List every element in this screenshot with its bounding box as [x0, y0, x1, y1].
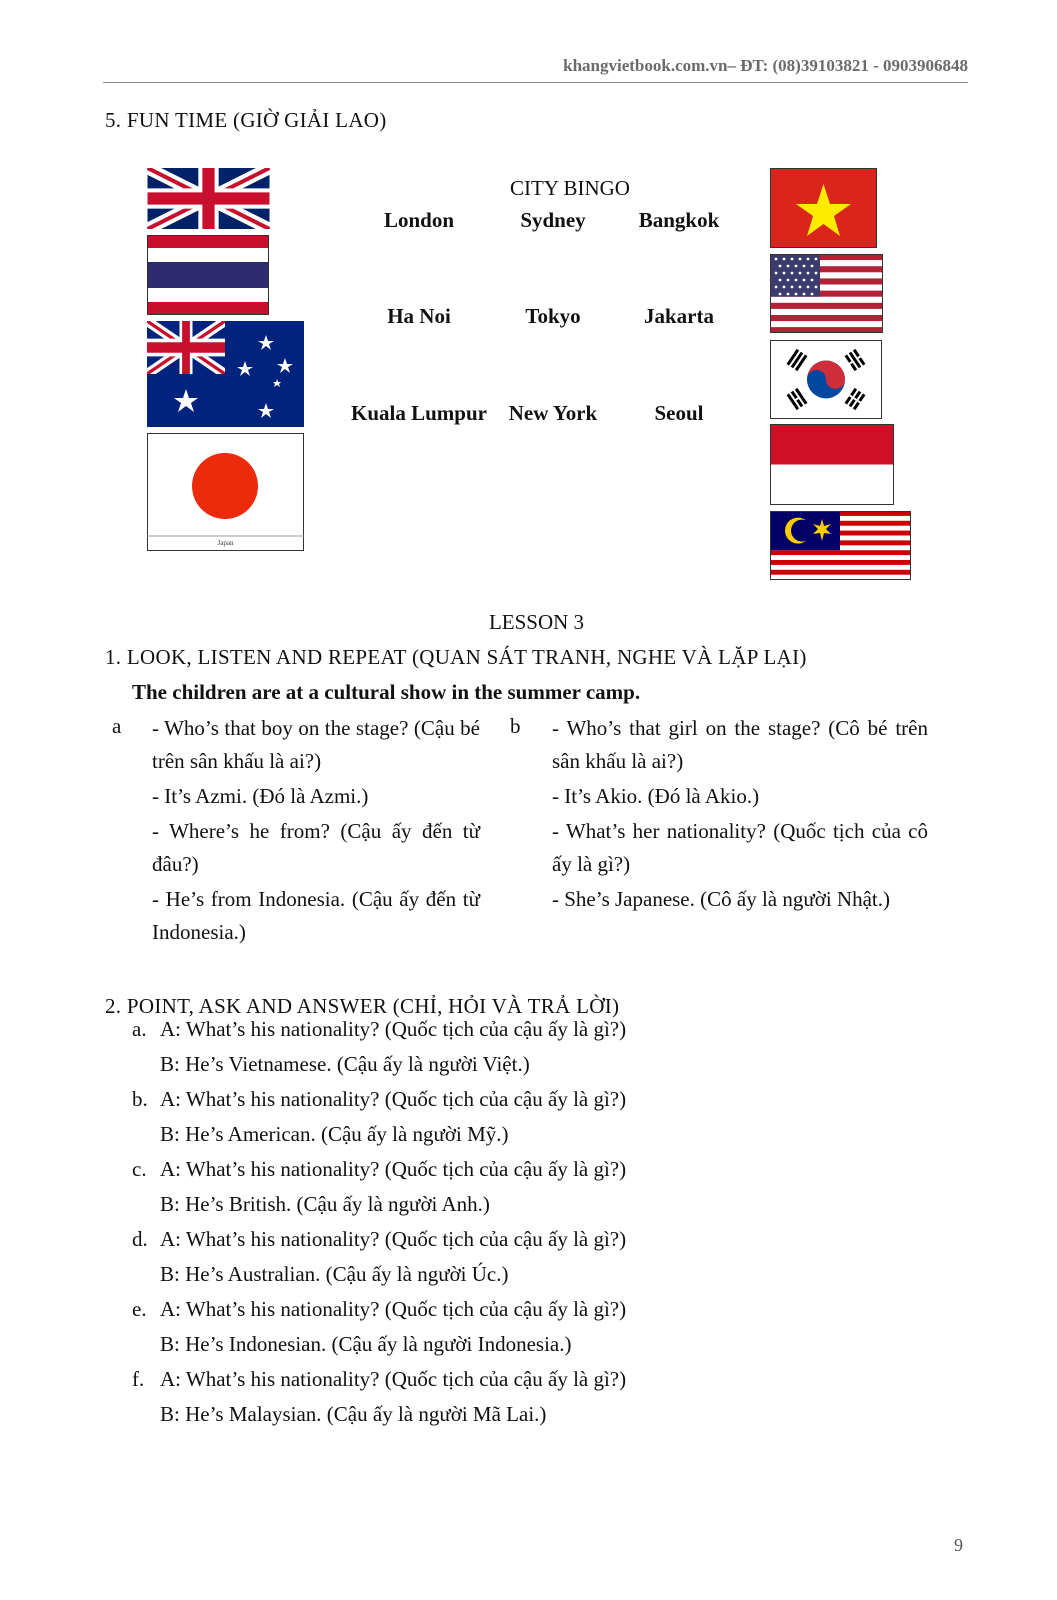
- qa-answer: B: He’s Malaysian. (Cậu ấy là người Mã Lai.): [160, 1402, 547, 1426]
- qa-letter: a.: [132, 1017, 147, 1041]
- qa-answer: B: He’s American. (Cậu ấy là người Mỹ.): [160, 1122, 509, 1146]
- thailand-flag: [147, 235, 269, 315]
- japan-caption: Japan: [217, 539, 234, 547]
- dialogue-a-label: a: [112, 714, 122, 738]
- dialogue-a: [152, 712, 480, 951]
- bingo-city: New York: [508, 401, 598, 425]
- australia-flag: [147, 321, 304, 427]
- dialogue-b-label: b: [510, 714, 521, 738]
- bingo-city: Bangkok: [638, 208, 720, 232]
- bingo-city: Tokyo: [525, 304, 581, 328]
- malaysia-flag: [770, 511, 911, 580]
- header-rule: [103, 82, 968, 83]
- bingo-city: Jakarta: [644, 304, 714, 328]
- vietnam-flag: [770, 168, 877, 248]
- qa-question: A: What’s his nationality? (Quốc tịch của cậu ấy là gì?): [160, 1297, 627, 1321]
- qa-answer: B: He’s Vietnamese. (Cậu ấy là người Việt.): [160, 1052, 530, 1076]
- dialogue-line: - He’s from Indonesia. (Cậu ấy đến từ Indonesia.): [152, 887, 480, 944]
- bingo-city: Sydney: [520, 208, 586, 232]
- dialogue-line: - Who’s that boy on the stage? (Cậu bé trên sân khấu là ai?): [152, 716, 480, 773]
- qa-letter: b.: [132, 1087, 148, 1111]
- section1-intro: The children are at a cultural show in the summer camp.: [132, 680, 641, 704]
- qa-letter: e.: [132, 1297, 147, 1321]
- dialogue-line: - Where’s he from? (Cậu ấy đến từ đâu?): [152, 819, 480, 876]
- qa-question: A: What’s his nationality? (Quốc tịch của cậu ấy là gì?): [160, 1367, 627, 1391]
- bingo-city: Seoul: [654, 401, 704, 425]
- lesson-title: LESSON 3: [488, 610, 585, 634]
- qa-letter: d.: [132, 1227, 148, 1251]
- qa-answer: B: He’s Indonesian. (Cậu ấy là người Indonesia.): [160, 1332, 572, 1356]
- qa-item: [132, 1292, 626, 1362]
- qa-question: A: What’s his nationality? (Quốc tịch của cậu ấy là gì?): [160, 1087, 627, 1111]
- qa-question: A: What’s his nationality? (Quốc tịch của cậu ấy là gì?): [160, 1227, 627, 1251]
- qa-item: [132, 1012, 626, 1082]
- korea-flag: [770, 340, 882, 419]
- qa-answer: B: He’s Australian. (Cậu ấy là người Úc.): [160, 1262, 509, 1286]
- qa-letter: f.: [132, 1367, 145, 1391]
- dialogue-line: - She’s Japanese. (Cô ấy là người Nhật.): [552, 887, 890, 911]
- indonesia-flag: [770, 424, 894, 505]
- qa-question: A: What’s his nationality? (Quốc tịch của cậu ấy là gì?): [160, 1017, 627, 1041]
- qa-item: [132, 1222, 626, 1292]
- dialogue-b: [552, 712, 928, 918]
- header-phone: – ĐT: (08)39103821 - 0903906848: [727, 56, 968, 75]
- qa-answer: B: He’s British. (Cậu ấy là người Anh.): [160, 1192, 490, 1216]
- dialogue-line: - Who’s that girl on the stage? (Cô bé trên sân khấu là ai?): [552, 716, 928, 773]
- bingo-city: London: [383, 208, 455, 232]
- page-number: 9: [954, 1535, 963, 1555]
- header-site: khangvietbook.com.vn: [563, 56, 728, 75]
- usa-flag: [770, 254, 883, 333]
- dialogue-line: - It’s Azmi. (Đó là Azmi.): [152, 784, 369, 808]
- bingo-city: Ha Noi: [387, 304, 451, 328]
- dialogue-line: - It’s Akio. (Đó là Akio.): [552, 784, 760, 808]
- uk-flag: [147, 168, 270, 229]
- section1-title: 1. LOOK, LISTEN AND REPEAT (QUAN SÁT TRANH, NGHE VÀ LẶP LẠI): [105, 645, 807, 669]
- qa-item: [132, 1362, 626, 1432]
- dialogue-line: - What’s her nationality? (Quốc tịch của cô ấy là gì?): [552, 819, 928, 876]
- qa-question: A: What’s his nationality? (Quốc tịch của cậu ấy là gì?): [160, 1157, 627, 1181]
- qa-item: [132, 1082, 626, 1152]
- qa-item: [132, 1152, 626, 1222]
- bingo-title: CITY BINGO: [510, 176, 630, 200]
- qa-letter: c.: [132, 1157, 147, 1181]
- fun-time-title: 5. FUN TIME (GIỜ GIẢI LAO): [105, 108, 387, 132]
- bingo-city: Kuala Lumpur: [351, 401, 487, 425]
- qa-list: [132, 1012, 626, 1432]
- page-header: [0, 56, 968, 76]
- section2-title: 2. POINT, ASK AND ANSWER (CHỈ, HỎI VÀ TRẢ LỜI): [105, 994, 620, 1018]
- japan-flag: [147, 433, 304, 551]
